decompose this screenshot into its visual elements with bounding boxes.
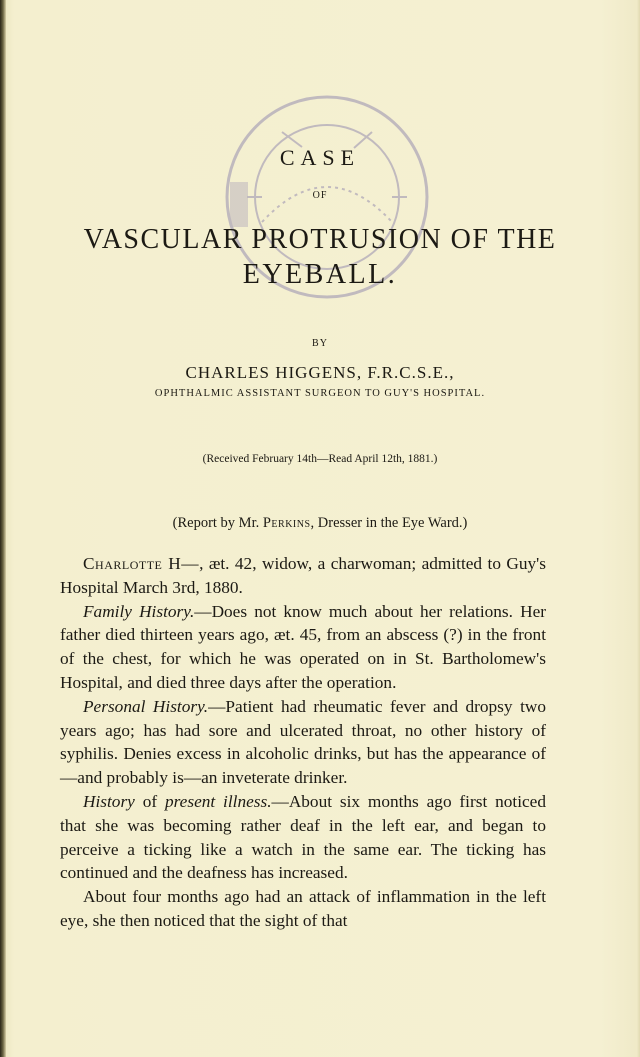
title-main-line-2: EYEBALL. (242, 259, 398, 290)
received-note: (Received February 14th—Read April 12th, 1881.) (202, 453, 438, 465)
present-illness-heading: present illness. (164, 791, 272, 811)
report-open: (Report by Mr. (172, 515, 263, 531)
author-title: OPHTHALMIC ASSISTANT SURGEON TO GUY'S HOSPITAL. (154, 388, 486, 399)
patient-name: Charlotte H— (83, 554, 200, 573)
paragraph-1 (60, 552, 546, 600)
paragraph-3 (60, 695, 546, 790)
byline-by: BY (312, 338, 328, 349)
paragraph-1-text: , æt. 42, widow, a charwoman; admitted to Guy's Hospital March 3rd, 1880. (60, 554, 546, 597)
report-name: Perkins (262, 515, 311, 531)
paragraph-4-text: —About six months ago first noticed that she was becoming rather deaf in the left ear, and began to perceive a ticking like a watch in the same ear. The ticking has continued and the deafness has increased. (60, 791, 546, 883)
paragraph-5-text: About four months ago had an attack of inflammation in the left eye, she then noticed that the sight of that (60, 887, 546, 930)
personal-history-heading: Personal History. (83, 696, 209, 716)
body-text (60, 552, 546, 933)
paragraph-2 (60, 600, 546, 695)
paragraph-5 (60, 885, 546, 933)
paragraph-2-text: —Does not know much about her relations. Her father died thirteen years ago, æt. 45, from an abscess (?) in the front of the chest, for which he was operated on in St. Bartholomew's Hospital, and died three days after the operation. (60, 601, 546, 692)
paragraph-3-text: —Patient had rheumatic fever and dropsy two years ago; has had sore and ulcerated throat, no other history of syphilis. Denies excess in alcoholic drinks, but has the appearance of—and probably is—an inveterate drinker. (60, 696, 546, 788)
title-of: OF (312, 190, 328, 201)
title-case: CASE (279, 145, 361, 170)
paragraph-4 (60, 790, 546, 885)
author-name: CHARLES HIGGENS, F.R.C.S.E., (185, 363, 455, 382)
history-heading: History (83, 791, 135, 811)
report-rest: , Dresser in the Eye Ward.) (310, 515, 468, 531)
title-main-line-1: VASCULAR PROTRUSION OF THE (83, 224, 557, 255)
family-history-heading: Family History. (83, 601, 195, 621)
history-of: of (134, 791, 165, 811)
report-note (0, 515, 640, 532)
